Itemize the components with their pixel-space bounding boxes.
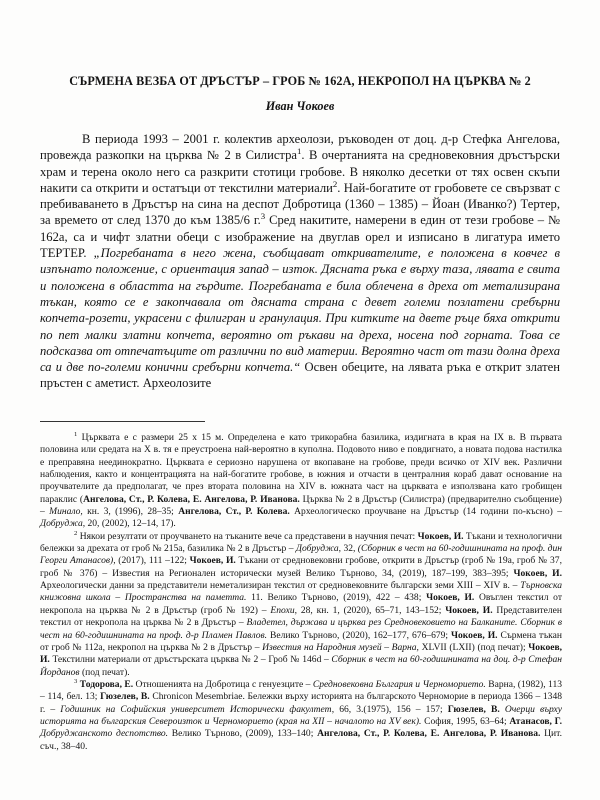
footnote-1: [40, 432, 562, 531]
footnote-3: [40, 679, 562, 753]
footnote-number: 3: [74, 677, 78, 685]
author-ref: Чокоев, И.: [445, 604, 493, 616]
journal-ref: Добруджа,: [295, 543, 342, 555]
journal-ref: Добруджанското деспотство.: [40, 728, 169, 740]
text-span: В периода 1993 – 2001 г. колектив археолози, ръководен от доц. д-р Стефка Ангелова, провежда разкопки на църква № 2 в Силистра: [40, 132, 560, 163]
text-span: 32,: [341, 543, 358, 555]
text-span: Овъглен текстил от некропола на църква № 2 в Дръстър (гроб № 192) –: [40, 592, 562, 616]
journal-ref: Търновска книжовна школа – Пространства на паметта.: [40, 580, 562, 604]
journal-ref: Епохи,: [270, 604, 297, 616]
text-span: (под печат).: [79, 666, 130, 678]
author-ref: Ангелова, Ст., Р. Колева, Е. Ангелова, Р. Иванова.: [83, 493, 300, 505]
article-title: СЪРМЕНА ВЕЗБА ОТ ДРЪСТЪР – ГРОБ № 162А, НЕКРОПОЛ НА ЦЪРКВА № 2: [69, 74, 531, 88]
article-author: Иван Чокоев: [265, 99, 335, 113]
author-ref: Ангелова, Ст., Р. Колева.: [178, 506, 290, 518]
text-span: Текстилни материали от дръстърската църква № 2 – Гроб № 146d –: [49, 654, 332, 666]
text-span: 66, 3.(1975), 156 – 157;: [334, 703, 448, 715]
author-ref: Чокоев, И.: [189, 555, 236, 567]
text-span: Chronicon Mesembriae. Бележки върху историята на българското Черноморие в периода 1366 – 1348 г. –: [40, 691, 562, 715]
author-ref: Гюзелев, В.: [100, 691, 150, 703]
text-span: Варна, (1982), 113 – 114, бел. 13;: [40, 678, 563, 703]
text-span: . Най-богатите от гробовете се свързват с пребиваването в Дръстър на сина на деспот Добротица (1360 – 1385) – Йоан (Иванко?) Тертер, за времето от след 1370 до към 1385/6 г.: [40, 180, 560, 228]
footnote-divider: [40, 421, 205, 422]
journal-ref: Средновековна България и Черноморието.: [312, 678, 486, 690]
text-span: Цит. съч., 38–40.: [40, 728, 562, 752]
main-text: [40, 131, 560, 392]
journal-ref: Владетел, държава и църква рез Средновековието на Балканите. Сборник в чест на 60-годишнината на проф. д-р Пламен Павлов.: [40, 617, 562, 641]
journal-ref: Минало,: [49, 506, 83, 518]
author-ref: Тодорова, Е.: [77, 678, 134, 690]
text-span: Освен обеците, на лявата ръка е открит златен пръстен с аметист. Археолозите: [40, 360, 561, 391]
text-span: 11. Велико Търново, (2019), 422 – 438;: [246, 592, 427, 604]
excavation-quote: „Погребаната в него жена, съобщават откривателите, е положена в ковчег в изпънато положение, с ориентация запад – изток. Дясната ръка е върху таза, лявата е свита и положена в областта на гърдите. Погребаната е била облечена в дреха от метализирана тъкан, която се е закопчавала от дясната страна с девет големи позлатени сребърни копчета-розети, украсени с филигран и гранулация. При китките на двете ръце бяха открити по пет малки златни копчета, вероятно от ръкави на дреха, носена под горната. Това се подсказва от отпечатъците от различни по вид материи. Вероятно част от тази долна дреха са и две по-големи конични сребърни копчета.“: [40, 246, 560, 375]
text-span: Археологическо проучване на Дръстър (14 години по-късно) –: [289, 506, 562, 518]
text-span: кн. 3, (1996), 28–35;: [82, 506, 179, 518]
text-span: Тъкани и технологични бележки за дрехата от гроб № 215а, базилика № 2 в Дръстър –: [40, 530, 562, 555]
text-span: Велико Търново, (2020), 162–177, 676–679;: [267, 629, 452, 641]
paragraph-1: [40, 131, 560, 392]
author-ref: Чокоев, И.: [417, 530, 464, 542]
author-ref: Чокоев, И.: [451, 629, 498, 641]
text-span: Отношенията на Добротица с генуезците –: [133, 678, 313, 690]
author-ref: Чокоев, И.: [513, 567, 562, 579]
text-span: София, 1995, 63–64;: [421, 715, 510, 727]
text-span: Сърмена тъкан от гроб № 112а, некропол на църква № 2 в Дръстър –: [40, 629, 562, 653]
author-ref: Чокоев, И.: [40, 641, 563, 666]
author-ref: Чокоев, И.: [426, 592, 475, 604]
author-ref: Гюзелев, В.: [447, 703, 500, 715]
footnote-ref-3[interactable]: 3: [260, 211, 266, 222]
text-span: Представителен текстил от некропола на църква № 2 в Дръстър –: [40, 604, 562, 629]
author-ref: Атанасов, Г.: [509, 715, 563, 727]
text-span: Тъкани от средновековни гробове, открити в Дръстър (гроб № 19а, гроб № 37, гроб № 37б) – Известия на Регионален исторически музей Велико Търново, 34, (2019), 187–199, 383–395;: [40, 555, 562, 579]
journal-ref: Добруджа,: [40, 518, 86, 530]
footnote-2: [40, 531, 562, 679]
text-span: 28, кн. 1, (2020), 65–71, 143–152;: [297, 604, 446, 616]
text-span: Църква № 2 в Дръстър (Силистра) (предварително съобщение) –: [40, 493, 562, 518]
author-ref: Ангелова, Ст., Р. Колева, Е. Ангелова, Р. Иванова.: [317, 728, 541, 740]
text-span: Археологически данни за представители неметализиран текстил от средновековните български земи XIII – XIV в. –: [40, 580, 521, 592]
text-span: XLVII (LXII) (под печат);: [418, 641, 529, 653]
journal-ref: Известия на Народния музей – Варна,: [262, 641, 419, 653]
footnotes: [40, 432, 562, 753]
footnote-ref-1[interactable]: 1: [296, 146, 302, 157]
text-span: (2017), 111 –122;: [115, 555, 190, 567]
text-span: Църквата е с размери 25 x 15 м. Определена е като трикорабна базилика, издигната в края на IX в. В първата половина или средата на X в. тя е преустроена най-вероятно в куполна. Подовото ниво е повдигнато, а новата подова настилка е преправяна неединократно. Църквата е сериозно нарушена от вкопаване на гробове, преди всичко от XIV век. Различни наблюдения, както и концентрацията на най-богатите гробове, в южния и отчасти в централния кораб дават основание на проучвателите да предполагат, че през втората половина на XIV в. южната част на църквата е използвана като гробищен параклис (: [40, 432, 562, 505]
text-span: Велико Търново, (2009), 133–140;: [168, 728, 318, 740]
text-span: . В очертанията на средновековния дръстърски храм и терена около него са разкрити стотици гробове. В няколко десетки от тях освен скъпи накити са открити и остатъци от текстилни материали: [40, 148, 560, 195]
footnote-number: 1: [74, 430, 78, 438]
journal-ref: (Сборник в чест на 60-годишнината на проф. дин Георги Атанасов),: [40, 543, 562, 567]
journal-ref: Очерци върху историята на българския Североизток и Черноморието (края на XII – началото на XV век).: [40, 703, 563, 727]
text-span: 20, (2002), 12–14, 17).: [85, 518, 176, 530]
footnote-number: 2: [74, 529, 78, 537]
journal-ref: Сборник в чест на 60-годишнината на доц. д-р Стефан Йорданов: [40, 654, 562, 678]
text-span: Някои резултати от проучването на тъканите вече са представени в научния печат:: [77, 530, 418, 542]
footnote-ref-2[interactable]: 2: [332, 178, 338, 189]
text-span: Сред накитите, намерени в един от тези гробове – № 162а, са и чифт златни обеци с изображение на двуглав орел и изписано в лигатура името ТЕРТЕР.: [40, 213, 560, 261]
journal-ref: Годишник на Софийския университет Исторически факултет,: [60, 703, 335, 715]
